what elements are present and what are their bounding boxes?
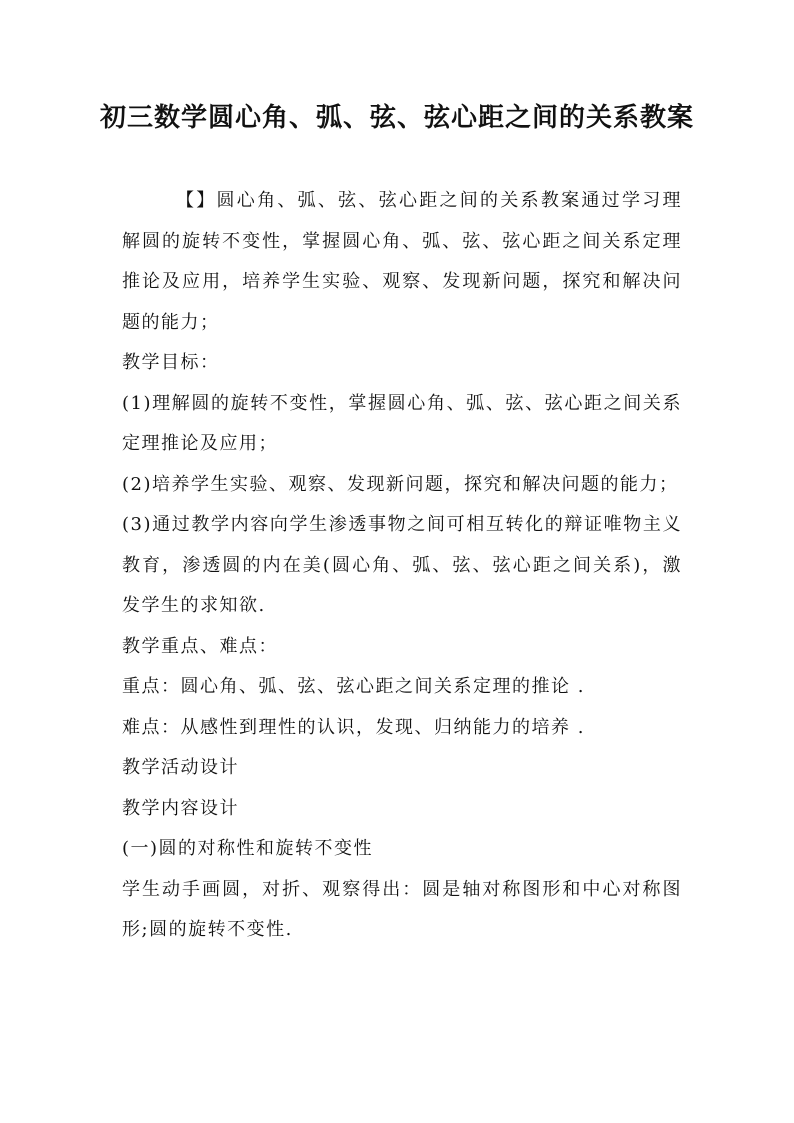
document-body — [122, 181, 682, 951]
content-design-heading: 教学内容设计 — [122, 797, 239, 819]
document-title: 初三数学圆心角、弧、弦、弦心距之间的关系教案 — [100, 103, 695, 133]
difficult-point: 难点：从感性到理性的认识，发现、归纳能力的培养 . — [122, 716, 585, 738]
key-points-heading: 教学重点、难点： — [122, 635, 278, 657]
objective-2: (2)培养学生实验、观察、发现新问题，探究和解决问题的能力； — [122, 473, 679, 495]
section-1-heading: (一)圆的对称性和旋转不变性 — [122, 838, 374, 859]
key-point: 重点：圆心角、弧、弦、弦心距之间关系定理的推论 . — [122, 676, 585, 697]
objectives-heading: 教学目标： — [122, 352, 220, 373]
objective-3: (3)通过教学内容向学生渗透事物之间可相互转化的辩证唯物主义教育，渗透圆的内在美(圆心角、弧、弦、弦心距之间关系)，激发学生的求知欲. — [122, 514, 682, 616]
objective-1: (1)理解圆的旋转不变性，掌握圆心角、弧、弦、弦心距之间关系定理推论及应用； — [122, 392, 682, 454]
activity-design-heading: 教学活动设计 — [122, 757, 239, 778]
intro-paragraph: 【】圆心角、弧、弦、弦心距之间的关系教案通过学习理解圆的旋转不变性，掌握圆心角、弧、弦、弦心距之间关系定理推论及应用，培养学生实验、观察、发现新问题，探究和解决问题的能力； — [122, 190, 682, 333]
section-1-paragraph: 学生动手画圆，对折、观察得出：圆是轴对称图形和中心对称图形;圆的旋转不变性. — [122, 878, 682, 940]
